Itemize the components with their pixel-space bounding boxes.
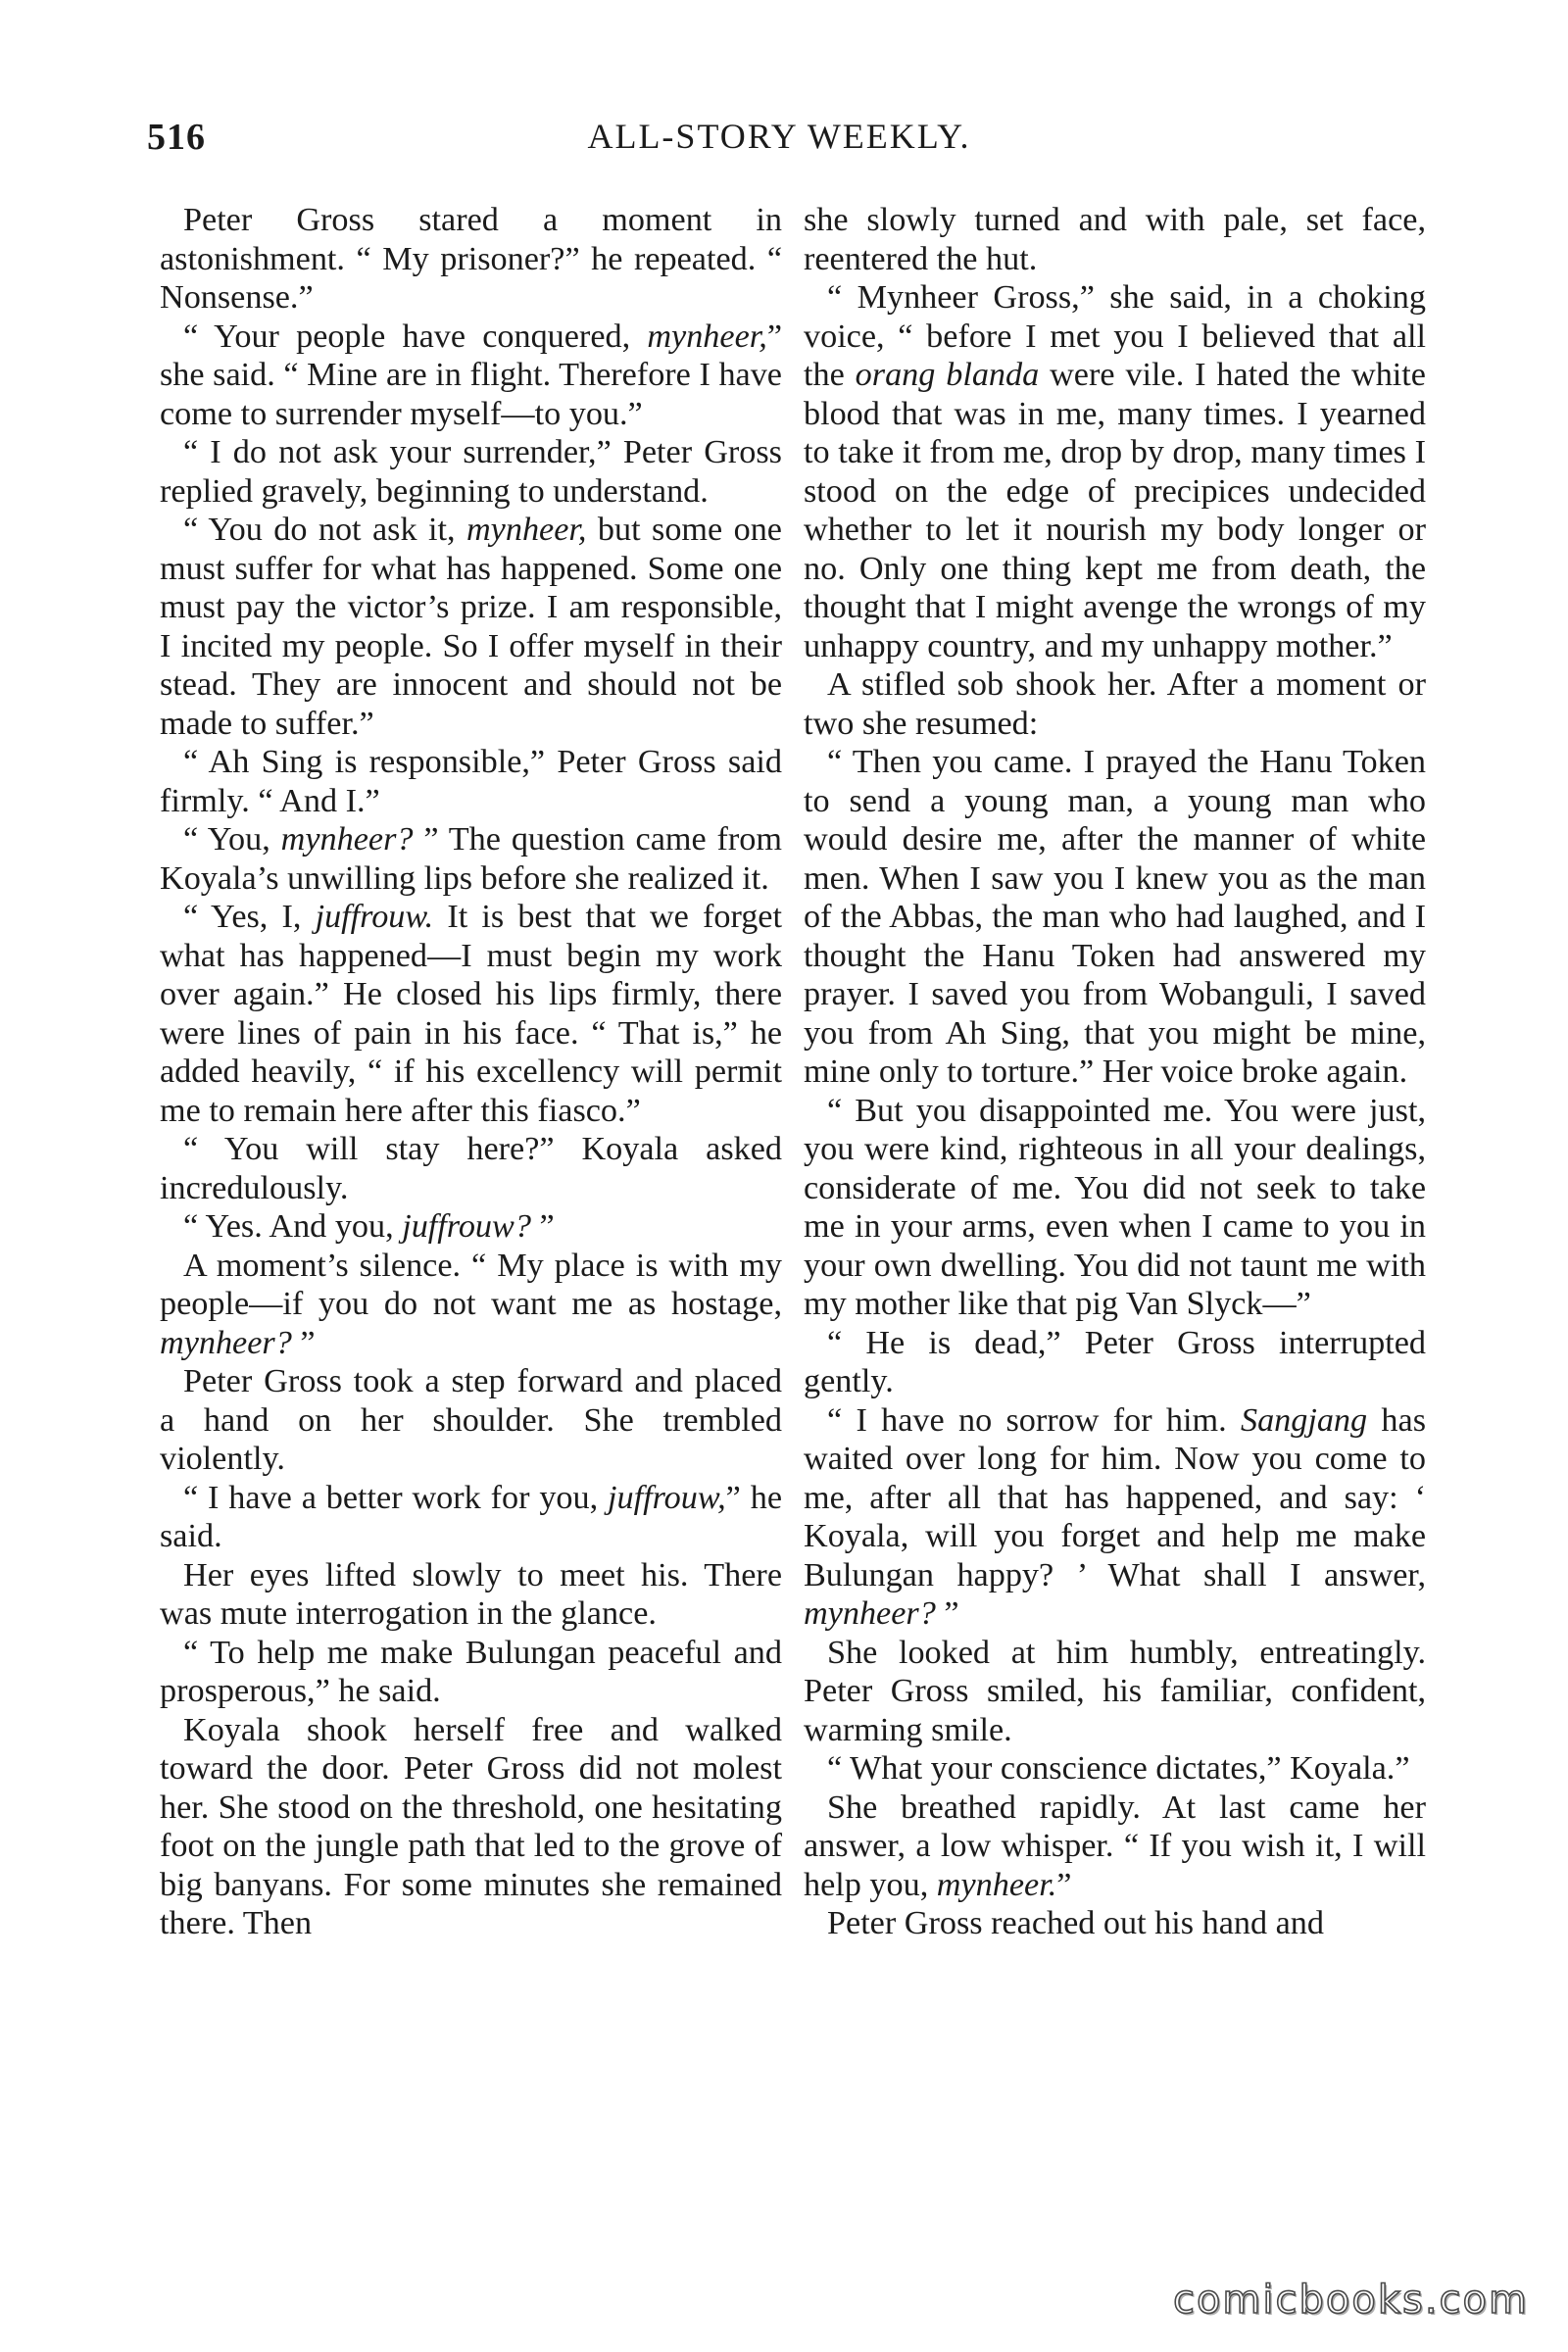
paragraph: [804, 1904, 1426, 1943]
italic-text: mynheer?: [804, 1595, 936, 1632]
text-segment: ”: [291, 1324, 316, 1361]
text-segment: “ He is dead,” Peter Gross interrupted gently.: [804, 1324, 1426, 1399]
paragraph: [804, 1092, 1426, 1324]
italic-text: mynheer,: [647, 318, 767, 355]
text-segment: Her eyes lifted slowly to meet his. There was mute interrogation in the glance.: [160, 1556, 782, 1632]
text-segment: “ What your conscience dictates,” Koyala.”: [827, 1750, 1410, 1787]
paragraph: [160, 820, 782, 898]
paragraph: [804, 1324, 1426, 1401]
page-number: 516: [147, 117, 206, 158]
italic-text: juffrouw,: [608, 1479, 726, 1516]
text-segment: were vile. I hated the white blood that was in me, many times. I yearned to take it from me, drop by drop, many times I stood on the edge of precipices undecided whether to let it nourish my body longer or no. Only one thing kept me from death, the thought that I might avenge the wrongs of my unhappy country, and my unhappy mother.”: [804, 357, 1426, 664]
paragraph: [804, 278, 1426, 665]
paragraph: [160, 511, 782, 743]
paragraph: [160, 1479, 782, 1556]
text-segment: Peter Gross stared a moment in astonishment. “ My prisoner?” he repeated. “ Nonsense.”: [160, 202, 782, 316]
right-text-column: [804, 201, 1426, 1943]
paragraph: [160, 1634, 782, 1711]
text-segment: she slowly turned and with pale, set face, reentered the hut.: [804, 202, 1426, 277]
paragraph: [804, 201, 1426, 278]
text-segment: A stifled sob shook her. After a moment or two she resumed:: [804, 666, 1426, 742]
text-segment: “ Ah Sing is responsible,” Peter Gross said firmly. “ And I.”: [160, 744, 782, 819]
text-segment: “ Mynheer Gross,” she said, in a choking voice, “ before I met you I believed that all the: [804, 279, 1426, 393]
italic-text: mynheer.: [936, 1866, 1057, 1903]
paragraph: [160, 1247, 782, 1363]
text-segment: ” she said. “ Mine are in flight. Therefore I have come to surrender myself—to you.”: [160, 318, 782, 432]
text-segment: ”: [530, 1208, 555, 1245]
text-segment: but some one must suffer for what has happened. Some one must pay the victor’s prize. I am responsible, I incited my people. So I offer myself in their stead. They are innocent and should not be made to suffer.”: [160, 512, 782, 742]
paragraph: [160, 743, 782, 820]
paragraph: [160, 1711, 782, 1943]
italic-text: mynheer,: [466, 512, 587, 548]
text-segment: “ I have a better work for you,: [183, 1479, 609, 1516]
paragraph: [160, 1362, 782, 1479]
site-watermark: comicbooks.com: [1172, 2278, 1529, 2323]
text-segment: ” The question came from Koyala’s unwilling lips before she realized it.: [160, 821, 782, 897]
page-header: [147, 116, 1411, 174]
paragraph: [804, 665, 1426, 743]
text-segment: It is best that we forget what has happened—I must begin my work over again.” He closed his lips firmly, there were lines of pain in his face. “ That is,” he added heavily, “ if his excellency will permit me to remain here after this fiasco.”: [160, 899, 782, 1129]
paragraph: [160, 898, 782, 1130]
paragraph: [160, 1207, 782, 1247]
text-segment: “ But you disappointed me. You were just, you were kind, righteous in all your dealings, considerate of me. You did not seek to take me in your arms, even when I came to you in your own dwelling. You did not taunt me with my mother like that pig Van Slyck—”: [804, 1092, 1426, 1322]
italic-text: Sangjang: [1240, 1401, 1368, 1439]
text-segment: “ Yes, I,: [183, 899, 316, 935]
italic-text: mynheer?: [280, 821, 414, 858]
text-segment: Peter Gross reached out his hand and: [827, 1905, 1324, 1941]
text-segment: “ You,: [183, 821, 281, 858]
text-segment: “ I do not ask your surrender,” Peter Gross replied gravely, beginning to understand.: [160, 434, 782, 510]
text-segment: “ Yes. And you,: [183, 1208, 403, 1245]
text-segment: ”: [935, 1595, 959, 1632]
italic-text: juffrouw.: [315, 899, 434, 935]
text-segment: She breathed rapidly. At last came her answer, a low whisper. “ If you wish it, I will help you,: [804, 1788, 1426, 1903]
paragraph: [160, 1130, 782, 1207]
paragraph: [160, 201, 782, 318]
italic-text: mynheer?: [160, 1324, 292, 1361]
text-segment: “ To help me make Bulungan peaceful and prosperous,” he said.: [160, 1634, 782, 1709]
text-segment: Koyala shook herself free and walked toward the door. Peter Gross did not molest her. She stood on the threshold, one hesitating foot on the jungle path that led to the grove of big banyans. For some minutes she remained there. Then: [160, 1711, 782, 1941]
text-segment: A moment’s silence. “ My place is with my people—if you do not want me as hostage,: [160, 1247, 782, 1322]
running-head: ALL-STORY WEEKLY.: [587, 117, 971, 156]
paragraph: [160, 433, 782, 511]
text-segment: Peter Gross took a step forward and placed a hand on her shoulder. She trembled violently.: [160, 1363, 782, 1477]
text-segment: “ I have no sorrow for him.: [827, 1401, 1241, 1439]
text-segment: “ You do not ask it,: [183, 512, 466, 548]
paragraph: [160, 1556, 782, 1634]
paragraph: [804, 1749, 1426, 1788]
text-segment: has waited over long for him. Now you come to me, after all that has happened, and say: ‘ Koyala, will you forget and help me make Bulungan happy? ’ What shall I answer,: [804, 1401, 1427, 1593]
text-segment: “ Your people have conquered,: [183, 318, 648, 355]
paragraph: [804, 743, 1426, 1092]
left-text-column: [160, 201, 782, 1943]
paragraph: [160, 318, 782, 434]
paragraph: [804, 1634, 1426, 1750]
italic-text: orang blanda: [855, 357, 1040, 393]
text-segment: “ Then you came. I prayed the Hanu Token to send a young man, a young man who would desire me, after the manner of white men. When I saw you I knew you as the man of the Abbas, the man who had laughed, and I thought the Hanu Token had answered my prayer. I saved you from Wobanguli, I saved you from Ah Sing, that you might be mine, mine only to torture.” Her voice broke again.: [804, 744, 1426, 1090]
text-segment: ”: [1056, 1866, 1072, 1903]
text-segment: “ You will stay here?” Koyala asked incredulously.: [160, 1131, 782, 1206]
paragraph: [804, 1788, 1426, 1905]
text-segment: ” he said.: [160, 1479, 782, 1554]
text-segment: She looked at him humbly, entreatingly. Peter Gross smiled, his familiar, confident, warming smile.: [804, 1634, 1426, 1748]
paragraph: [804, 1401, 1426, 1634]
italic-text: juffrouw?: [402, 1208, 531, 1245]
